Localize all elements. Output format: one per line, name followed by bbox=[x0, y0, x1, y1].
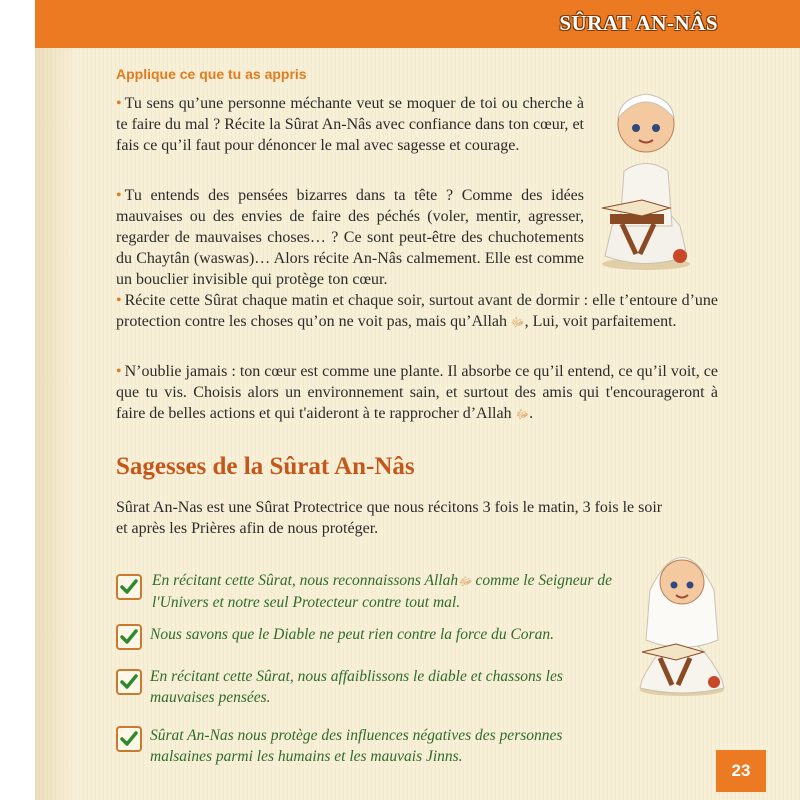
wisdom-intro: Sûrat An-Nas est une Sûrat Protectrice que nous récitons 3 fois le matin, 3 fois le soir et après les Prières afin de nous protéger. bbox=[116, 499, 663, 537]
boy-reading-quran-illustration bbox=[592, 76, 700, 272]
honor-glyph-icon: ﷻ bbox=[511, 315, 525, 329]
apply-bullet-4: • N’oublie jamais : ton cœur est comme une plante. Il absorbe ce qu’il entend, ce qu’il voit, ce que tu vis. Choisis alors un environnement sain, et surtout des amis qui t'encourageront à faire de belles actions et qui t'aideront à te rapprocher d’Allah ﷻ. bbox=[116, 363, 718, 422]
check-icon bbox=[116, 574, 142, 600]
wisdom-title: Sagesses de la Sûrat An-Nâs bbox=[116, 453, 415, 480]
apply-bullet-2: • Tu entends des pensées bizarres dans ta tête ? Comme des idées mauvaises ou des envies de faire des péchés (voler, mentir, agresser, regarder de mauvaises choses… ? Ce sont peut-être des chuchotements du Chaytân (waswas)… Alors récite An-Nâs calmement. Elle est comme un bouclier invisible qui protège ton cœur. bbox=[116, 187, 584, 288]
apply-bullet-3: • Récite cette Sûrat chaque matin et chaque soir, surtout avant de dormir : elle t’entoure d’une protection contre les choses qu’on ne voit pas, mais qu’Allah ﷻ, Lui, voit parfaitement. bbox=[116, 292, 718, 330]
wisdom-check-1: En récitant cette Sûrat, nous reconnaissons Allahﷻ comme le Seigneur de l'Univers et notre seul Protecteur contre tout mal. bbox=[152, 572, 612, 611]
check-icon bbox=[116, 669, 142, 695]
check-icon bbox=[116, 624, 142, 650]
honor-glyph-icon: ﷻ bbox=[458, 574, 472, 588]
wisdom-check-2: Nous savons que le Diable ne peut rien contre la force du Coran. bbox=[150, 626, 554, 643]
page-number: 23 bbox=[716, 750, 766, 792]
bullet-dot: • bbox=[116, 292, 122, 309]
apply-bullet-1: • Tu sens qu’une personne méchante veut se moquer de toi ou cherche à te faire du mal ? Récite la Sûrat An-Nâs avec confiance dans ton cœur, et fais ce qu’il faut pour dénoncer le mal avec sagesse et courage. bbox=[116, 95, 584, 154]
wisdom-check-3: En récitant cette Sûrat, nous affaiblissons le diable et chassons les mauvaises pensées. bbox=[150, 668, 563, 706]
bullet-dot: • bbox=[116, 363, 122, 380]
girl-reading-quran-illustration bbox=[632, 530, 732, 698]
surah-title: SÛRAT AN-NÂS bbox=[559, 11, 718, 35]
check-icon bbox=[116, 726, 142, 752]
wisdom-check-4: Sûrat An-Nas nous protège des influences négatives des personnes malsaines parmi les humains et les mauvais Jinns. bbox=[150, 727, 563, 765]
bullet-dot: • bbox=[116, 187, 122, 204]
bullet-dot: • bbox=[116, 95, 122, 112]
honor-glyph-icon: ﷻ bbox=[515, 407, 530, 421]
apply-heading: Applique ce que tu as appris bbox=[116, 66, 307, 82]
